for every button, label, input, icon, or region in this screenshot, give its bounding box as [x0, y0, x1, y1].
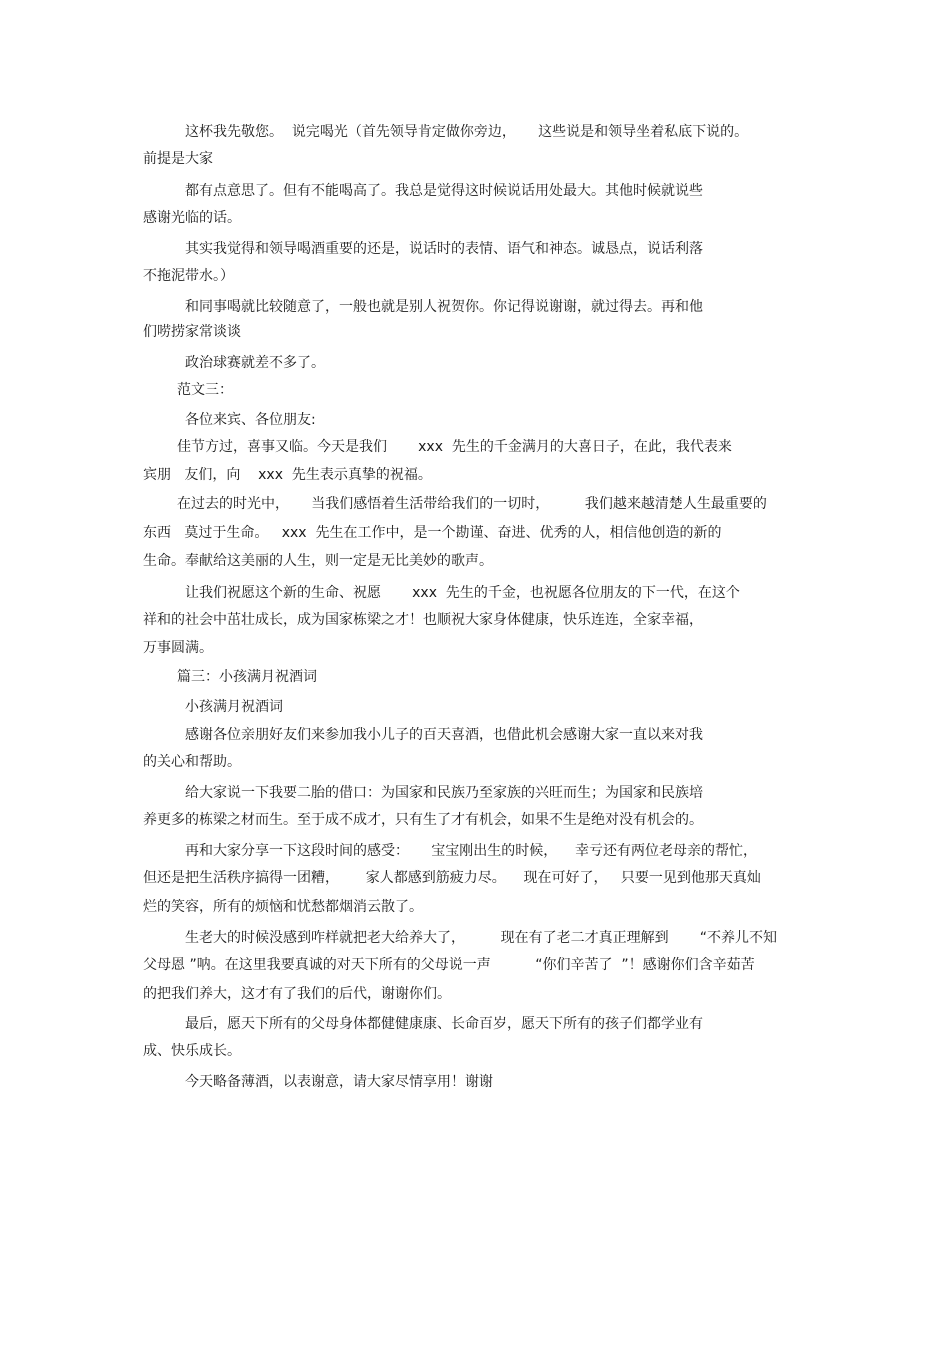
text-line: 万事圆满。 — [143, 640, 213, 656]
text-line: 给大家说一下我要二胎的借口：为国家和民族乃至家族的兴旺而生；为国家和民族培 — [185, 785, 703, 801]
text-line: 成、快乐成长。 — [143, 1043, 241, 1059]
text-line: 的把我们养大，这才有了我们的后代，谢谢你们。 — [143, 986, 451, 1002]
text-line: 生命。奉献给这美丽的人生，则一定是无比美妙的歌声。 — [143, 553, 493, 569]
text-line: 再和大家分享一下这段时间的感受： 宝宝刚出生的时候， 幸亏还有两位老母亲的帮忙， — [185, 843, 758, 859]
text-line: 感谢光临的话。 — [143, 210, 241, 226]
text-line: 养更多的栋梁之材而生。至于成不成才，只有生了才有机会，如果不生是绝对没有机会的。 — [143, 812, 703, 828]
text-line: 但还是把生活秩序搞得一团糟， 家人都感到筋疲力尽。 现在可好了， 只要一见到他那天真灿 — [143, 870, 761, 886]
text-line: 各位来宾、各位朋友: — [185, 412, 316, 428]
text-line: 其实我觉得和领导喝酒重要的还是，说话时的表情、语气和神态。诚恳点，说话利落 — [185, 241, 703, 257]
text-line: 这杯我先敬您。 说完喝光（首先领导肯定做你旁边， 这些说是和领导坐着私底下说的。 — [185, 124, 749, 140]
text-line: 生老大的时候没感到咋样就把老大给养大了， 现在有了老二才真正理解到 “不养儿不知 — [185, 930, 778, 946]
section-subtitle: 小孩满月祝酒词 — [185, 699, 283, 715]
section-heading: 篇三：小孩满月祝酒词 — [177, 669, 317, 685]
text-line: 烂的笑容，所有的烦恼和忧愁都烟消云散了。 — [143, 899, 423, 915]
text-line: 宾朋 友们，向 xxx 先生表示真挚的祝福。 — [143, 467, 432, 483]
text-line: 感谢各位亲朋好友们来参加我小儿子的百天喜酒，也借此机会感谢大家一直以来对我 — [185, 727, 703, 743]
text-line: 前提是大家 — [143, 151, 213, 167]
section-heading: 范文三： — [177, 382, 233, 398]
text-line: 和同事喝就比较随意了，一般也就是别人祝贺你。你记得说谢谢，就过得去。再和他 — [185, 299, 703, 315]
text-line: 在过去的时光中， 当我们感悟着生活带给我们的一切时， 我们越来越清楚人生最重要的 — [177, 496, 767, 512]
text-line: 们唠捞家常谈谈 — [143, 324, 241, 340]
text-line: 父母恩 ”呐。在这里我要真诚的对天下所有的父母说一声 “你们辛苦了 ”！感谢你们含辛茹苦 — [143, 957, 755, 973]
text-line: 今天略备薄酒，以表谢意，请大家尽情享用！谢谢 — [185, 1074, 493, 1090]
text-line: 都有点意思了。但有不能喝高了。我总是觉得这时候说话用处最大。其他时候就说些 — [185, 183, 703, 199]
text-line: 政治球赛就差不多了。 — [185, 355, 325, 371]
text-line: 不拖泥带水。） — [143, 268, 234, 284]
text-line: 最后，愿天下所有的父母身体都健健康康、长命百岁，愿天下所有的孩子们都学业有 — [185, 1016, 703, 1032]
text-line: 让我们祝愿这个新的生命、祝愿 xxx 先生的千金，也祝愿各位朋友的下一代，在这个 — [185, 585, 740, 601]
text-line: 的关心和帮助。 — [143, 754, 241, 770]
text-line: 佳节方过，喜事又临。今天是我们 xxx 先生的千金满月的大喜日子，在此，我代表来 — [177, 439, 732, 455]
text-line: 祥和的社会中茁壮成长，成为国家栋梁之才！也顺祝大家身体健康，快乐连连，全家幸福， — [143, 612, 703, 628]
text-line: 东西 莫过于生命。 xxx 先生在工作中，是一个勘谨、奋进、优秀的人，相信他创造的新的 — [143, 525, 722, 541]
